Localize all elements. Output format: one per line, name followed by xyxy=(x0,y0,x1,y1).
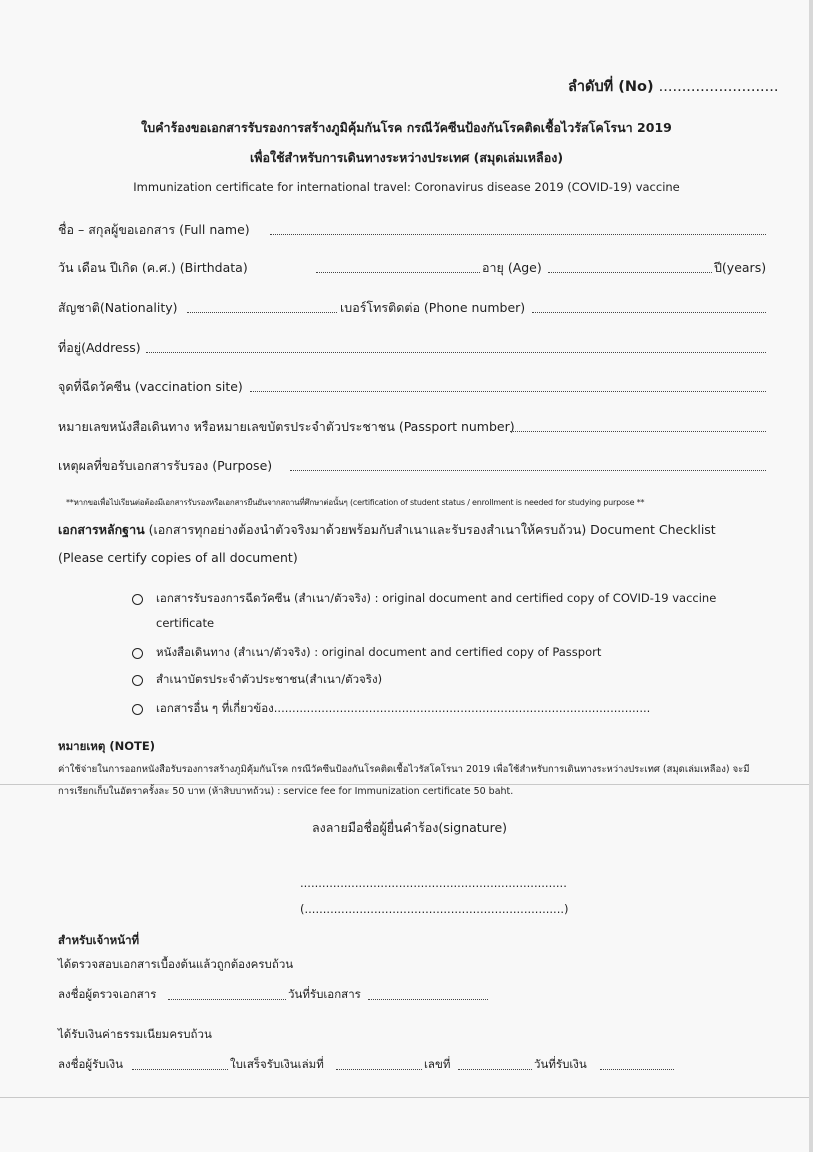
receiver-sign-field[interactable] xyxy=(132,1069,228,1070)
order-number-label: ลำดับที่ (No) .......................... xyxy=(568,79,779,95)
receipt-no-label: เลขที่ xyxy=(424,1057,451,1071)
checklist-item-id-card: สำเนาบัตรประจำตัวประชาชน(สำเนา/ตัวจริง) xyxy=(156,672,383,686)
age-label: อายุ (Age) xyxy=(482,260,542,275)
subtitle-thai: เพื่อใช้สำหรับการเดินทางระหว่างประเทศ (สมุดเล่มเหลือง) xyxy=(249,150,564,165)
checklist-item-passport: หนังสือเดินทาง (สำเนา/ตัวจริง) : original document and certified copy of Passport xyxy=(156,645,602,659)
order-number-field[interactable]: .......................... xyxy=(658,79,779,95)
checklist-heading-bold: เอกสารหลักฐาน xyxy=(58,522,145,537)
bullet-icon[interactable] xyxy=(132,704,143,715)
received-date-label: วันที่รับเอกสาร xyxy=(288,987,361,1001)
purpose-label: เหตุผลที่ขอรับเอกสารรับรอง (Purpose) xyxy=(58,458,273,473)
birthdate-field[interactable] xyxy=(316,272,480,273)
phone-field[interactable] xyxy=(532,312,766,313)
checklist-item-vaccine-cert-cont: certificate xyxy=(156,616,215,630)
received-date-field[interactable] xyxy=(368,999,488,1000)
address-label: ที่อยู่(Address) xyxy=(58,340,141,355)
bullet-icon[interactable] xyxy=(132,648,143,659)
signature-name-field[interactable]: (.......................................................................) xyxy=(300,902,569,916)
receiver-sign-label: ลงชื่อผู้รับเงิน xyxy=(58,1057,123,1071)
vaccination-site-field[interactable] xyxy=(250,391,766,392)
note-line-1: ค่าใช้จ่ายในการออกหนังสือรับรองการสร้างภูมิคุ้มกันโรค กรณีวัคซีนป้องกันโรคติดเชื้อไวรัสโคโรนา 2019 เพื่อใช้สำหรับการเดินทางระหว่างประเทศ (สมุดเล่มเหลือง) จะมี xyxy=(58,764,750,775)
officer-checked-text: ได้ตรวจสอบเอกสารเบื้องต้นแล้วถูกต้องครบถ้วน xyxy=(58,957,294,971)
receipt-book-field[interactable] xyxy=(336,1069,422,1070)
fee-received-text: ได้รับเงินค่าธรรมเนียมครบถ้วน xyxy=(58,1027,212,1041)
checklist-item-vaccine-cert: เอกสารรับรองการฉีดวัคซีน (สำเนา/ตัวจริง) : original document and certified copy of COVID-19 vaccine xyxy=(156,591,717,605)
payment-date-field[interactable] xyxy=(600,1069,674,1070)
passport-label: หมายเลขหนังสือเดินทาง หรือหมายเลขบัตรประจำตัวประชาชน (Passport number) xyxy=(58,419,515,434)
signature-label: ลงลายมือชื่อผู้ยื่นคำร้อง(signature) xyxy=(312,820,508,835)
purpose-field[interactable] xyxy=(290,470,766,471)
address-field[interactable] xyxy=(146,352,766,353)
checklist-item-other-label: เอกสารอื่น ๆ ที่เกี่ยวข้อง xyxy=(156,701,274,715)
title-english: Immunization certificate for international travel: Coronavirus disease 2019 (COVID-19) vaccine xyxy=(133,180,680,194)
age-field[interactable] xyxy=(548,272,712,273)
title-thai: ใบคำร้องขอเอกสารรับรองการสร้างภูมิคุ้มกันโรค กรณีวัคซีนป้องกันโรคติดเชื้อไวรัสโคโรนา 2019 xyxy=(141,120,672,135)
passport-field[interactable] xyxy=(510,431,766,432)
nationality-field[interactable] xyxy=(187,312,337,313)
checker-sign-label: ลงชื่อผู้ตรวจเอกสาร xyxy=(58,987,157,1001)
payment-date-label: วันที่รับเงิน xyxy=(534,1057,587,1071)
receipt-book-label: ใบเสร็จรับเงินเล่มที่ xyxy=(230,1057,324,1071)
receipt-no-field[interactable] xyxy=(458,1069,532,1070)
note-heading: หมายเหตุ (NOTE) xyxy=(58,739,155,753)
checklist-heading-rest: (เอกสารทุกอย่างต้องนำตัวจริงมาด้วยพร้อมกับสำเนาและรับรองสำเนาให้ครบถ้วน) Document Checklist xyxy=(144,522,716,537)
checklist-item-other xyxy=(156,700,650,718)
scan-line xyxy=(0,1097,813,1098)
student-note: **หากขอเพื่อไปเรียนต่อต้องมีเอกสารรับรองหรือเอกสารยืนยันจากสถานที่ศึกษาต่อนั้นๆ (certification of student status / enrollment is needed for studying purpose ** xyxy=(66,498,645,507)
birthdate-label: วัน เดือน ปีเกิด (ค.ศ.) (Birthdata) xyxy=(58,260,248,275)
page-edge xyxy=(809,0,813,1152)
checklist-heading-line2: (Please certify copies of all document) xyxy=(58,550,298,565)
note-line-2: การเรียกเก็บในอัตราครั้งละ 50 บาท (ห้าสิบบาทถ้วน) : service fee for Immunization certificate 50 baht. xyxy=(58,786,514,797)
checklist-heading xyxy=(58,520,716,540)
bullet-icon[interactable] xyxy=(132,594,143,605)
years-label: ปี(years) xyxy=(714,260,767,275)
full-name-label: ชื่อ – สกุลผู้ขอเอกสาร (Full name) xyxy=(58,222,250,237)
vaccination-site-label: จุดที่ฉีดวัคซีน (vaccination site) xyxy=(58,379,243,394)
nationality-label: สัญชาติ(Nationality) xyxy=(58,300,178,315)
checker-sign-field[interactable] xyxy=(168,999,286,1000)
checklist-item-other-field[interactable]: ....................................................................................................... xyxy=(273,701,651,715)
officer-heading: สำหรับเจ้าหน้าที่ xyxy=(58,933,140,947)
phone-label: เบอร์โทรติดต่อ (Phone number) xyxy=(340,300,526,315)
bullet-icon[interactable] xyxy=(132,675,143,686)
signature-field[interactable]: ......................................................................... xyxy=(300,876,567,890)
full-name-field[interactable] xyxy=(270,234,766,235)
